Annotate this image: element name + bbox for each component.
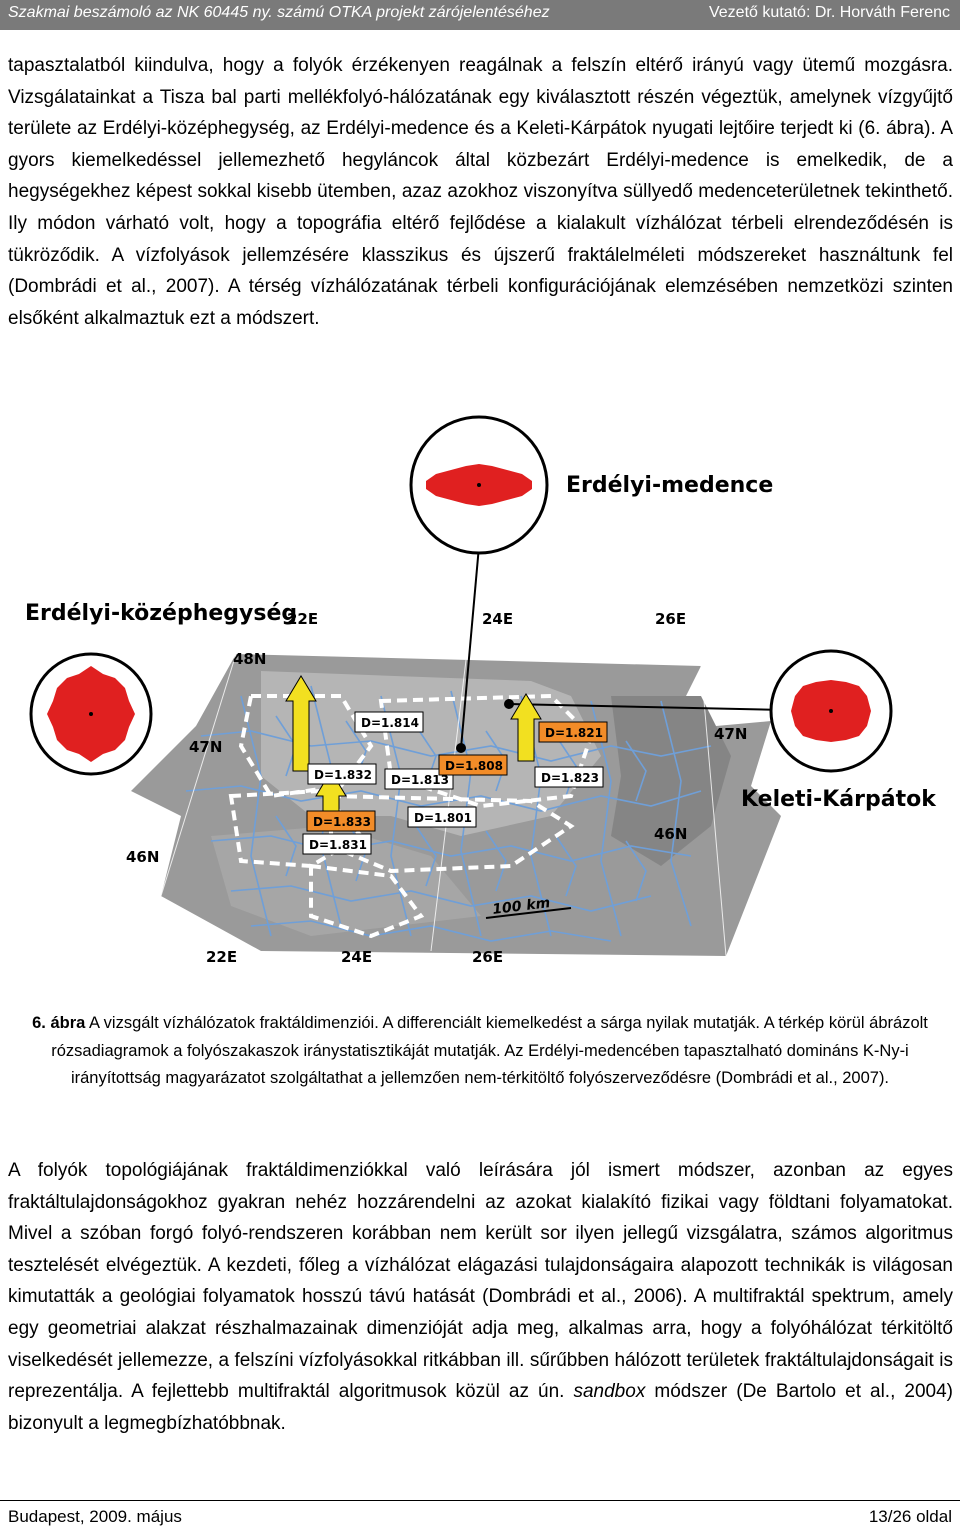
coord-label: 26E bbox=[655, 610, 687, 628]
terrain-map bbox=[131, 654, 781, 956]
dimension-label: D=1.813 bbox=[391, 773, 449, 787]
page-footer bbox=[0, 1500, 960, 1532]
header-project-title: Szakmai beszámoló az NK 60445 ny. számú OTKA projekt zárójelentéséhez bbox=[8, 4, 550, 21]
dimension-label: D=1.801 bbox=[414, 811, 472, 825]
coord-label: 48N bbox=[233, 650, 267, 668]
coord-label: 47N bbox=[189, 738, 223, 756]
caption-label: 6. ábra bbox=[32, 1014, 86, 1032]
coord-label: 22E bbox=[206, 948, 238, 966]
page-number: 13/26 oldal bbox=[868, 1507, 952, 1526]
method-text-after: módszer (De Bartolo et al., 2004) bizonyult a legmegbízhatóbbnak. bbox=[8, 1381, 953, 1434]
method-text-before: A folyók topológiájának fraktáldimenziókkal való leírására jól ismert módszer, azonban az egyes fraktáltulajdonságokhoz gyakran nehéz hozzárendelni az azokat kialakító fizikai vagy földtani folyamatokat. Mivel a szóban forgó folyó-rendszeren korábban nem került sor ilyen jellegű vizsgálatra, számos algoritmus tesztelését elvégeztük. A kezdeti, főleg a vízhálózat elágazási tulajdonságaira alapozott technikák is világosan kimutatták a geológiai folyamatok hosszú távú hatását (Dombrádi et al., 2006). A multifraktál spektrum, amely egy geometriai alakzat részhalmazainak dimenzióját adja meg, alkalmas arra, hogy a folyóhálózat térkitöltő viselkedését jellemezze, a felszíni vízfolyásokkal ritkábban ill. sűrűbben hálózott területek fraktáltulajdonságait is reprezentálja. A fejlettebb multifraktál algoritmusok közül az ún. bbox=[8, 1160, 953, 1403]
rose-diagram-basin bbox=[411, 417, 547, 553]
intro-paragraph: tapasztalatból kiindulva, hogy a folyók érzékenyen reagálnak a felszín eltérő irányú vagy ütemű mozgásra. Vizsgálatainkat a Tisza bal parti mellékfolyó-hálózatának egy kiválasztott részén végeztük, amelynek vízgyűjtő területe az Erdélyi-középhegység, az Erdélyi-medence és a Keleti-Kárpátok nyugati lejtőire terjedt ki (6. ábra). A gyors kiemelkedéssel jellemezhető hegyláncok által közbezárt Erdélyi-medence is emelkedik, de a hegységekhez képest sokkal kisebb ütemben, azaz azokhoz viszonyítva süllyedő medenceterületnek tekinthető. Ily módon várható volt, hogy a topográfia eltérő fejlődése a kialakult vízhálózat térbeli elrendeződésén is tükröződik. A vízfolyások jellemzésére klasszikus és újszerű fraktálelméleti módszereket használtunk fel (Dombrádi et al., 2007). A térség vízhálózatának térbeli konfigurációjának elemzésében nemzetközi szinten elsőként alkalmaztuk ezt a módszert. bbox=[8, 55, 953, 329]
method-term-sandbox: sandbox bbox=[573, 1381, 646, 1403]
region-label-carpathians: Keleti-Kárpátok bbox=[741, 787, 936, 812]
coord-label: 46N bbox=[654, 825, 688, 843]
figure-6-map bbox=[11, 396, 948, 976]
coord-label: 47N bbox=[714, 725, 748, 743]
scale-label: 100 km bbox=[491, 895, 552, 918]
caption-text: A vizsgált vízhálózatok fraktáldimenziói. A differenciált kiemelkedést a sárga nyilak mutatják. A térkép körül ábrázolt rózsadiagramok a folyószakaszok iránystatisztikáját mutatják. Az Erdélyi-medencében tapasztalható domináns K-Ny-i irányítottság magyarázatot szolgáltathat a jellemzően nem-térkitöltő folyószerveződésre (Dombrádi et al., 2007). bbox=[51, 1014, 928, 1087]
coord-label: 26E bbox=[472, 948, 504, 966]
coord-label: 24E bbox=[341, 948, 373, 966]
dimension-label: D=1.814 bbox=[361, 716, 419, 730]
dimension-label: D=1.831 bbox=[309, 838, 367, 852]
coord-label: 22E bbox=[287, 610, 319, 628]
dimension-label: D=1.808 bbox=[445, 759, 503, 773]
header-lead-researcher: Vezető kutató: Dr. Horváth Ferenc bbox=[708, 4, 950, 21]
footer-date: Budapest, 2009. május bbox=[8, 1507, 182, 1526]
method-paragraph bbox=[8, 1155, 953, 1439]
region-label-basin: Erdélyi-medence bbox=[566, 473, 774, 498]
dimension-label: D=1.823 bbox=[541, 771, 599, 785]
rose-diagram-mountains bbox=[31, 654, 151, 774]
coord-label: 46N bbox=[126, 848, 160, 866]
rose-diagram-carpathians bbox=[771, 651, 891, 771]
dimension-label: D=1.832 bbox=[314, 768, 372, 782]
dimension-label: D=1.833 bbox=[313, 815, 371, 829]
page-header bbox=[0, 0, 960, 30]
coord-label: 24E bbox=[482, 610, 514, 628]
figure-caption bbox=[20, 1010, 940, 1093]
region-label-mountains: Erdélyi-középhegység bbox=[25, 601, 298, 626]
dimension-label: D=1.821 bbox=[545, 726, 603, 740]
